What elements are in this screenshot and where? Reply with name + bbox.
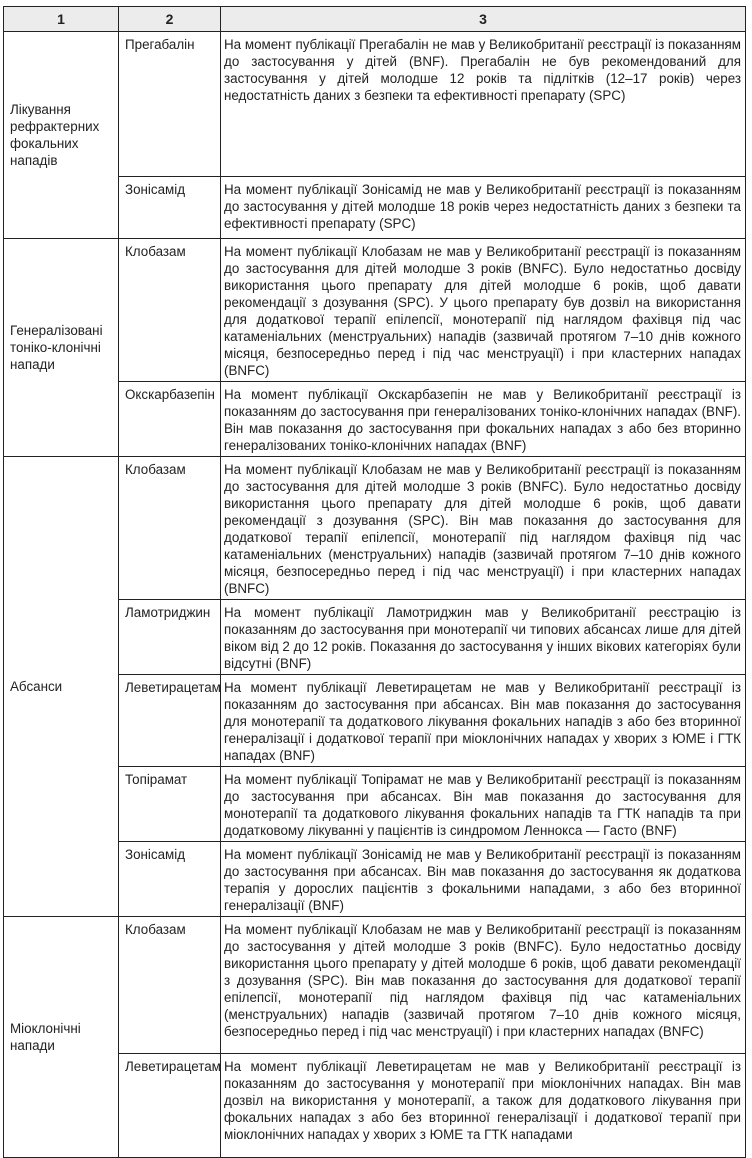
licensing-note: На момент публікації Топірамат не мав у Великобританії реєстрації із показанням до застосування при абсансах. Він мав показання до застосування для монотерапії та додаткового лікування фокальних нападів та ГТК нападів та при додатковому лікуванні у пацієнтів із синдромом Леннокса — Гасто (BNF)	[221, 767, 746, 842]
drug-name: Топірамат	[119, 767, 221, 842]
licensing-note: На момент публікації Клобазам не мав у Великобританії реєстрації із показанням до застосування для дітей молодше 3 років (BNFC). Було недостатньо досвіду використання цього препарату для дітей молодше 6 років, щоб давати рекомендації з дозування (SPC). У цього препарату був дозвіл на використання для додаткової терапії епілепсії, монотерапії під наглядом фахівця під час катаменіальних (менструальних) нападів (зазвичай протягом 7–10 днів кожного місяця, безпосередньо перед і під час менструації) і при кластерних нападах (BNFC)	[221, 239, 746, 382]
seizure-category: Генералізовані тоніко-клонічні напади	[4, 239, 119, 457]
drug-name: Зонісамід	[119, 842, 221, 917]
header-col-3: 3	[221, 7, 746, 32]
licensing-note: На момент публікації Ламотриджин мав у Великобританії реєстрацію із показанням до застосування при монотерапії чи типових абсансах лише для дітей віком від 2 до 12 років. Показання до застосування у інших вікових категоріях були відсутні (BNF)	[221, 600, 746, 675]
drug-name: Клобазам	[119, 917, 221, 1054]
header-col-2: 2	[119, 7, 221, 32]
licensing-note: На момент публікації Клобазам не мав у Великобританії реєстрації із показанням до застосування для дітей молодше 3 років (BNFC). Було недостатньо досвіду використання цього препарату для дітей молодше 6 років, щоб давати рекомендації з дозування (SPC). Він мав показання до застосування для додаткової терапії епілепсії, монотерапії під наглядом фахівця під час катаменіальних (менструальних) нападів (зазвичай протягом 7–10 днів кожного місяця, безпосередньо перед і під час менструації) і при кластерних нападах (BNFC)	[221, 457, 746, 600]
drug-name: Ламотриджин	[119, 600, 221, 675]
drug-licensing-table	[3, 6, 746, 1158]
drug-name: Клобазам	[119, 239, 221, 382]
table-body	[4, 32, 746, 1158]
table-row	[4, 457, 746, 600]
licensing-note: На момент публікації Прегабалін не мав у Великобританії реєстрації із показанням до застосування у дітей (BNF). Прегабалін не був рекомендований для застосування у дітей молодше 12 років та підлітків (12–17 років) через недостатність даних з безпеки та ефективності препарату (SPC)	[221, 32, 746, 177]
licensing-note: На момент публікації Клобазам не мав у Великобританії реєстрації із показанням до застосування у дітей молодше 3 років (BNFC). Було недостатньо досвіду використання цього препарату у дітей молодше 6 років, щоб давати рекомендації з дозування (SPC). Він мав показання до застосування для додаткової терапії епілепсії, монотерапії під наглядом фахівця під час катаменіальних (менструальних) нападів (зазвичай протягом 7–10 днів кожного місяця, безпосередньо перед і під час менструації) і при кластерних нападах (BNFC)	[221, 917, 746, 1054]
licensing-note: На момент публікації Леветирацетам не мав у Великобританії реєстрації із показанням до застосування у монотерапії при міоклонічних нападах. Він мав дозвіл на використання у монотерапії, а також для додаткового лікування при фокальних нападах з або без вторинної генералізації і додаткової терапії при міоклонічних нападах у хворих з ЮМЕ та ГТК нападами	[221, 1054, 746, 1158]
header-row	[4, 7, 746, 32]
drug-name: Леветирацетам	[119, 675, 221, 767]
table-row	[4, 32, 746, 177]
seizure-category: Міоклонічні напади	[4, 917, 119, 1158]
licensing-note: На момент публікації Зонісамід не мав у Великобританії реєстрації із показанням до застосування у дітей молодше 18 років через недостатність даних з безпеки та ефективності препарату (SPC)	[221, 177, 746, 239]
drug-name: Зонісамід	[119, 177, 221, 239]
seizure-category: Лікування рефрактерних фокальних нападів	[4, 32, 119, 239]
drug-name: Окскарбазепін	[119, 382, 221, 457]
licensing-note: На момент публікації Леветирацетам не мав у Великобританії реєстрації із показанням до застосування при абсансах. Він мав показання до застосування для монотерапії та додаткового лікування фокальних нападів з або без вторинної генералізації і додаткової терапії при міоклонічних нападах у хворих з ЮМЕ і ГТК нападах (BNF)	[221, 675, 746, 767]
seizure-category: Абсанси	[4, 457, 119, 917]
header-col-1: 1	[4, 7, 119, 32]
drug-name: Леветирацетам	[119, 1054, 221, 1158]
licensing-note: На момент публікації Окскарбазепін не мав у Великобританії реєстрації із показанням до застосування при генералізованих тоніко-клонічних нападах (BNF). Він мав показання до застосування при фокальних нападах з або без вторинно генералізованих тоніко-клонічних нападах (BNF)	[221, 382, 746, 457]
drug-name: Клобазам	[119, 457, 221, 600]
table-row	[4, 917, 746, 1054]
drug-name: Прегабалін	[119, 32, 221, 177]
licensing-note: На момент публікації Зонісамід не мав у Великобританії реєстрації із показанням до застосування при абсансах. Він мав показання до застосування як додаткова терапія у дорослих пацієнтів з фокальними нападами, з або без вторинної генералізації (BNF)	[221, 842, 746, 917]
table-row	[4, 239, 746, 382]
